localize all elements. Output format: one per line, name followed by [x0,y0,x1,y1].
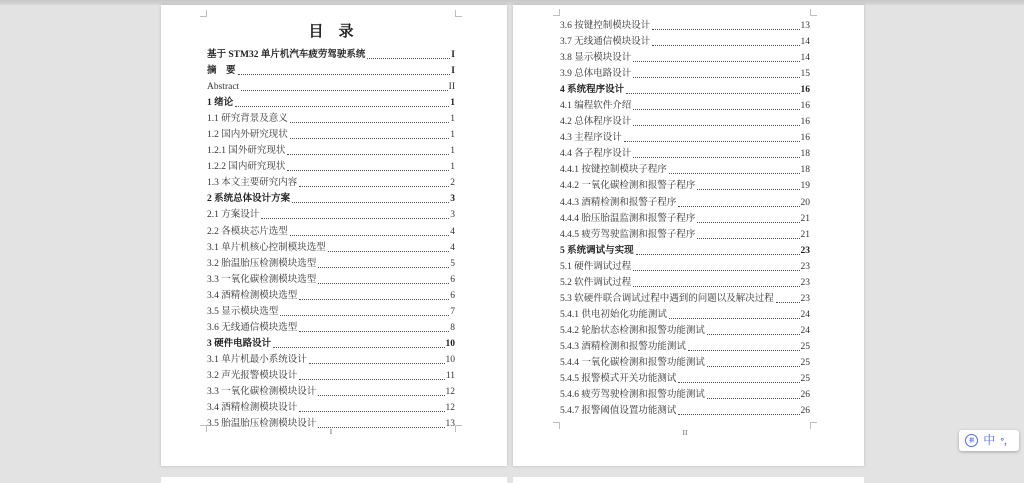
toc-entry-text: 5 系统调试与实现 [560,245,634,256]
toc-entry-page-number: 23 [800,245,810,256]
toc-entry-page-number: 16 [800,85,810,96]
toc-entry[interactable] [560,178,810,194]
document-page-1[interactable] [161,5,507,466]
toc-entry-text: 4 系统程序设计 [560,85,625,96]
toc-entry-page-number: 7 [450,306,455,317]
toc-entry-page-number: 11 [445,370,455,381]
toc-entry[interactable] [560,66,810,82]
toc-entry-text: 5.1 硬件调试过程 [560,261,632,272]
toc-entry[interactable] [207,400,455,416]
toc-entry-text: 3.5 显示模块选型 [207,306,279,317]
toc-entry-text: 1.1 研究背景及意义 [207,114,288,125]
toc-entry[interactable] [207,63,455,79]
toc-entry-text: 3.5 胎温胎压检测模块设计 [207,419,317,430]
toc-entry[interactable] [207,288,455,304]
toc-leader-dots [297,368,446,384]
toc-entry-page-number: 1 [450,162,455,173]
toc-leader-dots [288,127,450,143]
toc-entry-text: 1.2.1 国外研究现状 [207,146,286,157]
toc-list-page-2 [560,18,810,419]
toc-leader-dots [676,371,800,387]
toc-leader-dots [631,66,800,82]
toc-entry-page-number: 3 [450,210,455,221]
toc-leader-dots [239,79,448,95]
toc-leader-dots [695,227,800,243]
toc-entry-text: 2 系统总体设计方案 [207,194,291,205]
toc-entry[interactable] [560,130,810,146]
toc-entry-text: 5.4.1 供电初始化功能测试 [560,309,667,320]
toc-entry-text: 4.4 各子程序设计 [560,149,632,160]
toc-entry[interactable] [560,227,810,243]
margin-crop-mark [810,9,817,16]
toc-leader-dots [774,291,801,307]
toc-leader-dots [622,130,801,146]
toc-leader-dots [259,207,450,223]
toc-entry-page-number: 1 [450,146,455,157]
toc-entry-text: 4.4.2 一氧化碳检测和报警子程序 [560,181,696,192]
toc-entry[interactable] [560,323,810,339]
toc-entry[interactable] [560,339,810,355]
toc-entry-page-number: 1 [450,114,455,125]
margin-crop-mark [810,422,817,429]
toc-entry[interactable] [207,175,455,191]
toc-leader-dots [634,243,801,259]
toc-leader-dots [695,178,800,194]
toc-entry-text: 3 硬件电路设计 [207,338,272,349]
toc-entry-text: 基于 STM32 单片机汽车疲劳驾驶系统 [207,50,366,61]
toc-entry-page-number: 16 [800,101,810,112]
toc-leader-dots [316,384,445,400]
ime-status-bar [959,430,1019,451]
toc-leader-dots [288,224,450,240]
toc-entry-page-number: 10 [445,354,455,365]
toc-entry[interactable] [560,34,810,50]
ime-logo-icon[interactable]: 拼 [965,434,978,447]
toc-entry[interactable] [207,159,455,175]
toc-entry-page-number: 4 [450,226,455,237]
toc-entry-text: 4.4.4 胎压胎温监测和报警子程序 [560,213,696,224]
toc-entry[interactable] [207,336,455,352]
toc-entry-text: 2.2 各模块芯片选型 [207,226,288,237]
toc-leader-dots [278,304,450,320]
toc-entry[interactable] [560,195,810,211]
toc-entry-text: 5.4.2 轮胎状态检测和报警功能测试 [560,325,705,336]
toc-entry[interactable] [560,211,810,227]
toc-leader-dots [705,323,801,339]
toc-entry-page-number: 21 [800,229,810,240]
toc-entry[interactable] [560,371,810,387]
toc-list-page-1 [207,47,455,432]
toc-entry-text: 3.6 按键控制模块设计 [560,21,651,32]
toc-entry-page-number: 25 [800,341,810,352]
toc-entry[interactable] [207,191,455,207]
toc-entry-text: 4.4.5 疲劳驾驶监测和报警子程序 [560,229,696,240]
toc-entry-page-number: 5 [450,258,455,269]
toc-entry[interactable] [560,146,810,162]
toc-entry-page-number: 6 [450,290,455,301]
toc-entry-text: 3.4 酒精检测模块选型 [207,290,298,301]
toc-leader-dots [631,98,800,114]
toc-entry-page-number: 1 [450,98,455,109]
toc-entry-text: 3.3 一氧化碳检测模块设计 [207,387,317,397]
toc-entry-page-number: 3 [450,194,455,205]
toc-entry-page-number: 16 [800,133,810,144]
toc-entry-page-number: 24 [800,325,810,336]
toc-entry-page-number: 12 [445,387,455,397]
toc-entry[interactable] [207,224,455,240]
toc-entry[interactable] [560,82,810,98]
toc-entry[interactable] [560,259,810,275]
toc-entry-page-number: 13 [445,419,455,430]
toc-entry-text: 4.4.3 酒精检测和报警子程序 [560,197,677,208]
next-page-preview[interactable] [161,477,507,483]
toc-entry[interactable] [560,162,810,178]
margin-crop-mark [200,425,207,432]
toc-entry[interactable] [207,47,455,63]
toc-entry-text: 1.3 本文主要研究内容 [207,178,298,189]
toc-entry-page-number: 1 [450,130,455,141]
toc-entry[interactable] [207,207,455,223]
toc-entry-text: 2.1 方案设计 [207,210,260,221]
margin-crop-mark [553,422,560,429]
toc-entry-text: 4.3 主程序设计 [560,133,622,144]
toc-entry-page-number: 19 [800,181,810,192]
toc-leader-dots [316,256,450,272]
toc-entry-page-number: 21 [800,213,810,224]
toolbar-bottom-edge [0,0,1024,5]
toc-entry[interactable] [207,127,455,143]
document-page-2[interactable] [513,5,864,466]
toc-entry-text: 4.1 编程软件介绍 [560,101,632,112]
toc-entry-text: 5.4.7 报警阈值设置功能测试 [560,406,677,417]
toc-leader-dots [285,143,450,159]
toc-leader-dots [297,320,450,336]
toc-entry[interactable] [560,291,810,307]
toc-entry[interactable] [207,256,455,272]
toc-entry[interactable] [560,18,810,34]
toc-entry[interactable] [560,98,810,114]
page-number-footer: II [682,428,688,437]
toc-entry[interactable] [207,384,455,400]
toc-entry-text: 3.1 单片机最小系统设计 [207,354,307,365]
toc-entry-page-number: 26 [800,406,810,417]
toc-leader-dots [288,111,450,127]
toc-entry-page-number: 2 [450,178,455,189]
toc-entry-text: 3.7 无线通信模块设计 [560,37,651,48]
toc-entry-page-number: 24 [800,309,810,320]
toc-leader-dots [326,240,450,256]
toc-entry-page-number: 25 [800,358,810,368]
toc-entry-text: 4.2 总体程序设计 [560,117,632,128]
page-number-footer: I [329,427,333,436]
toc-entry[interactable] [207,304,455,320]
toc-entry[interactable] [207,240,455,256]
next-page-preview[interactable] [513,477,864,483]
toc-entry-text: 4.4.1 按键控制模块子程序 [560,165,667,176]
toc-entry[interactable] [560,275,810,291]
toc-entry-page-number: 18 [800,165,810,176]
toc-leader-dots [686,339,801,355]
toc-entry-text: 3.6 无线通信模块选型 [207,322,298,333]
toc-entry-page-number: 23 [800,277,810,288]
toc-leader-dots [271,336,445,352]
toc-leader-dots [631,275,800,291]
toc-entry-page-number: 20 [800,197,810,208]
toc-entry[interactable] [207,111,455,127]
toc-entry-text: 1.2 国内外研究现状 [207,130,288,141]
toc-entry-text: 3.4 酒精检测模块设计 [207,403,298,414]
toc-entry-page-number: 23 [800,293,810,304]
toc-entry[interactable] [207,79,455,95]
margin-crop-mark [455,10,462,17]
toc-entry-page-number: 25 [800,374,810,385]
toc-leader-dots [676,195,800,211]
toc-entry-page-number: 15 [800,69,810,80]
toc-entry[interactable] [207,352,455,368]
toc-leader-dots [631,259,800,275]
toc-leader-dots [297,288,450,304]
toc-leader-dots [667,162,801,178]
toc-leader-dots [650,34,800,50]
toc-entry-text: Abstract [207,82,240,93]
toc-entry[interactable] [560,114,810,130]
toc-entry-page-number: 14 [800,37,810,48]
toc-leader-dots [290,191,450,207]
toc-entry[interactable] [560,387,810,403]
toc-leader-dots [316,272,450,288]
toc-leader-dots [285,159,450,175]
toc-entry-text: 3.8 显示模块设计 [560,53,632,64]
toc-leader-dots [236,63,452,79]
toc-entry[interactable] [207,95,455,111]
toc-leader-dots [705,355,801,371]
margin-crop-mark [455,425,462,432]
toc-entry-page-number: 12 [445,403,455,414]
toc-leader-dots [631,114,800,130]
toc-entry-text: 5.4.4 一氧化碳检测和报警功能测试 [560,358,705,368]
toc-entry-text: 3.2 声光报警模块设计 [207,370,298,381]
margin-crop-mark [553,9,560,16]
toc-entry[interactable] [560,50,810,66]
toc-leader-dots [297,400,445,416]
toc-entry-text: 5.2 软件调试过程 [560,277,632,288]
toc-entry-text: 摘 要 [207,66,236,77]
toc-leader-dots [650,18,800,34]
toc-entry[interactable] [560,403,810,419]
toc-entry-text: 5.4.3 酒精检测和报警功能测试 [560,341,686,352]
toc-entry-page-number: 14 [800,53,810,64]
toc-leader-dots [297,175,450,191]
toc-entry-page-number: 23 [800,261,810,272]
toc-entry[interactable] [207,143,455,159]
toc-entry-text: 5.4.6 疲劳驾驶检测和报警功能测试 [560,390,705,401]
toc-leader-dots [624,82,800,98]
toc-entry[interactable] [207,368,455,384]
toc-entry-page-number: 26 [800,390,810,401]
toc-entry-page-number: 18 [800,149,810,160]
toc-leader-dots [365,47,451,63]
toc-entry[interactable] [207,320,455,336]
toc-leader-dots [631,50,800,66]
margin-crop-mark [200,10,207,17]
toc-leader-dots [233,95,450,111]
ime-punctuation-toggle[interactable]: °， [1000,435,1013,446]
toc-entry[interactable] [560,243,810,259]
toc-entry-page-number: 4 [450,242,455,253]
toc-leader-dots [676,403,800,419]
toc-leader-dots [705,387,801,403]
toc-title[interactable]: 目 录 [308,24,354,40]
toc-leader-dots [667,307,801,323]
toc-entry-page-number: 6 [450,274,455,285]
toc-entry-page-number: 8 [450,322,455,333]
toc-entry-text: 5.4.5 报警模式开关功能测试 [560,374,677,385]
toc-entry[interactable] [560,307,810,323]
toc-entry-page-number: I [451,50,455,61]
toc-entry-page-number: 13 [800,21,810,32]
toc-entry-text: 1 绪论 [207,98,234,109]
toc-entry-page-number: II [448,82,455,93]
toc-entry-page-number: 16 [800,117,810,128]
toc-entry-text: 5.3 软硬件联合调试过程中遇到的问题以及解决过程 [560,293,774,304]
toc-entry-text: 3.2 胎温胎压检测模块选型 [207,258,317,269]
toc-entry[interactable] [207,272,455,288]
toc-entry[interactable] [560,355,810,371]
toc-leader-dots [631,146,800,162]
toc-entry-text: 3.3 一氧化碳检测模块选型 [207,274,317,285]
toc-entry-text: 3.9 总体电路设计 [560,69,632,80]
toc-leader-dots [307,352,446,368]
toc-entry-text: 1.2.2 国内研究现状 [207,162,286,173]
ime-language-mode-toggle[interactable]: 中 [983,433,996,447]
toc-entry-text: 3.1 单片机核心控制模块选型 [207,242,326,253]
toc-entry-page-number: I [451,66,455,77]
toc-leader-dots [695,211,800,227]
toc-entry-page-number: 10 [445,338,455,349]
